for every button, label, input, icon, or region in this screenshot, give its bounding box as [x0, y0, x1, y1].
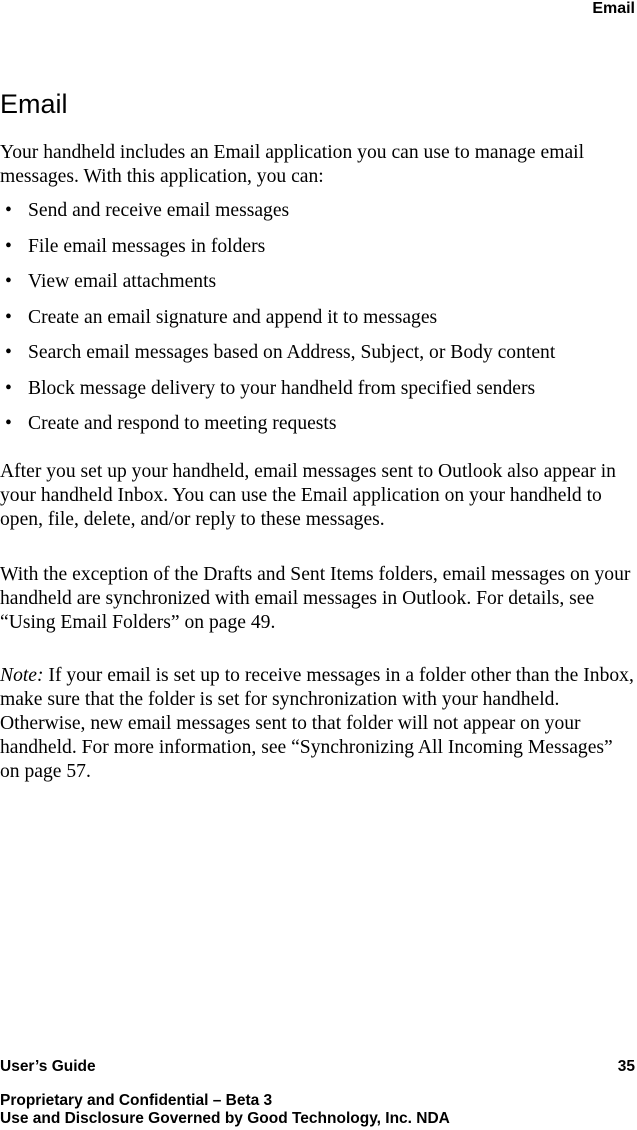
bullet-mark: • — [5, 413, 12, 434]
list-item — [0, 270, 637, 306]
list-item-text: Create and respond to meeting requests — [28, 413, 337, 434]
section-title: Email — [0, 89, 68, 119]
list-item-text: View email attachments — [28, 271, 217, 292]
confidentiality-notice: Proprietary and Confidential – Beta 3 — [0, 1092, 273, 1109]
list-item-text: Search email messages based on Address, Subject, or Body content — [28, 342, 556, 363]
intro-paragraph: Your handheld includes an Email application you can use to manage email messages. With this application, you can: — [0, 142, 585, 187]
note-text: If your email is set up to receive messages in a folder other than the Inbox, make sure that the folder is set for synchronization with your handheld. Otherwise, new email messages sent to that folder will not appear on your handheld. For more information, see “Synchronizing All Incoming Messages” on page 57. — [0, 665, 634, 782]
note-paragraph — [0, 664, 636, 784]
bullet-mark: • — [5, 235, 12, 257]
page-number: 35 — [617, 1058, 635, 1075]
running-header: Email — [592, 0, 635, 17]
note-label: Note: — [0, 665, 44, 686]
bullet-mark: • — [5, 377, 12, 399]
list-item-text: Create an email signature and append it to messages — [28, 306, 438, 328]
list-item — [0, 235, 637, 271]
folder-sync-paragraph: With the exception of the Drafts and Sent Items folders, email messages on your handheld are synchronized with email messages in Outlook. For details, see “Using Email Folders” on page 49. — [0, 564, 631, 633]
list-item — [0, 377, 637, 413]
list-item — [0, 341, 637, 377]
outlook-sync-paragraph: After you set up your handheld, email messages sent to Outlook also appear in your handheld Inbox. You can use the Email application on your handheld to open, file, delete, and/or reply to these messages. — [0, 461, 616, 530]
list-item — [0, 306, 637, 342]
disclosure-notice: Use and Disclosure Governed by Good Technology, Inc. NDA — [0, 1110, 450, 1127]
list-item-text: Send and receive email messages — [28, 200, 290, 221]
list-item-text: Block message delivery to your handheld from specified senders — [28, 377, 536, 399]
bullet-mark: • — [5, 200, 12, 221]
guide-title: User’s Guide — [0, 1058, 96, 1075]
feature-list — [0, 199, 637, 448]
bullet-mark: • — [5, 306, 12, 328]
list-item-text: File email messages in folders — [28, 235, 266, 257]
footer-guide-line — [0, 1058, 637, 1076]
bullet-mark: • — [5, 342, 12, 363]
list-item — [0, 412, 637, 448]
list-item — [0, 199, 637, 235]
bullet-mark: • — [5, 271, 12, 292]
